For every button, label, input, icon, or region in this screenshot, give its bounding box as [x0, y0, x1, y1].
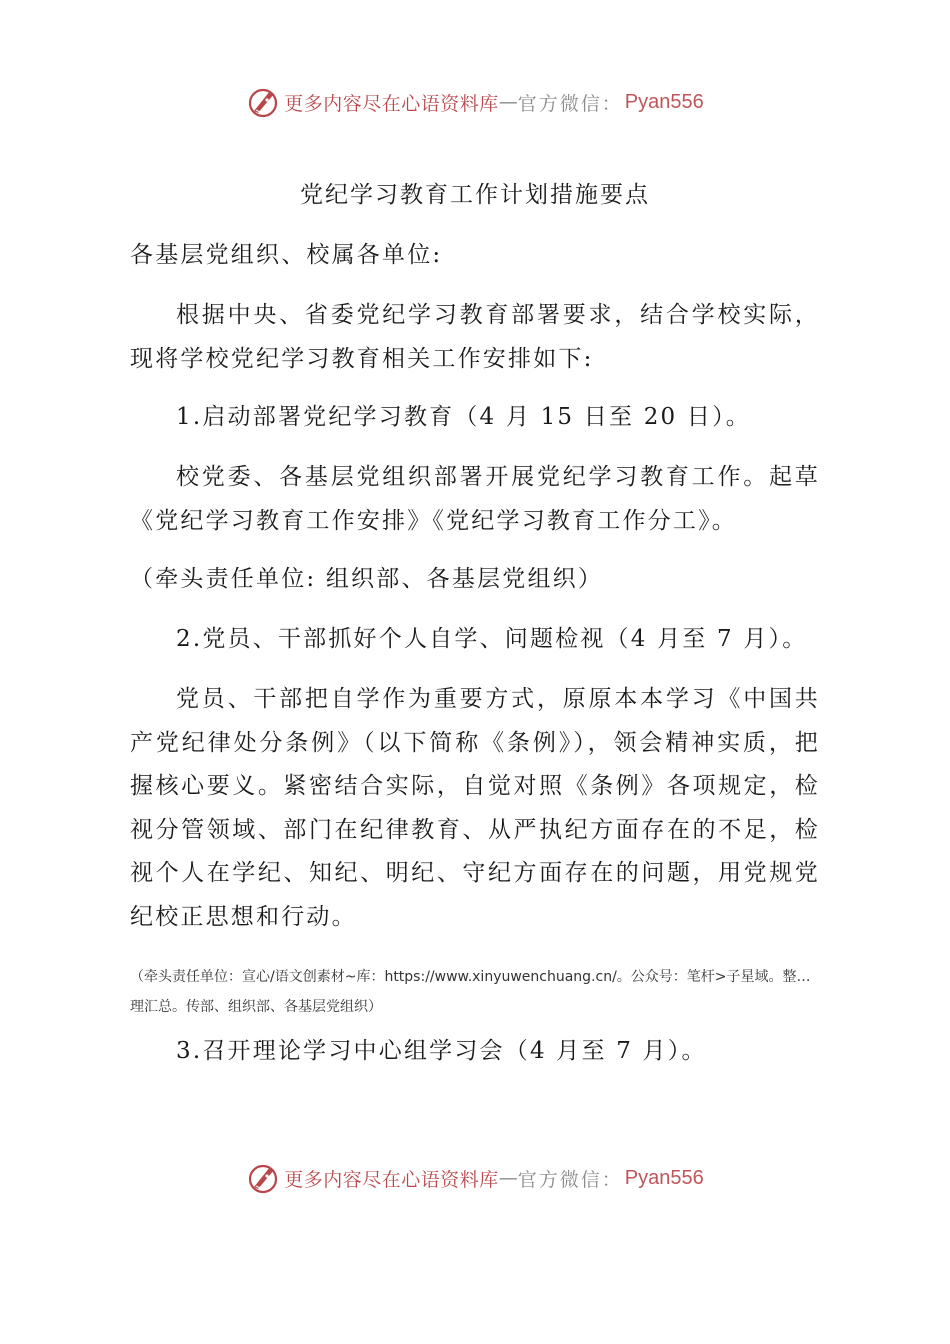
salutation: 各基层党组织、校属各单位:	[130, 242, 443, 268]
banner-wechat-label: 官方微信：	[517, 92, 623, 115]
footer-banner	[0, 1158, 950, 1198]
banner-wechat-id: Pyan556	[624, 1166, 704, 1189]
item-1-responsible: （牵头责任单位: 组织部、各基层党组织）	[130, 566, 604, 592]
banner-main-text: 更多内容尽在心语资料库	[284, 92, 499, 115]
quill-pen-icon	[246, 85, 280, 119]
item-1-heading: 1.启动部署党纪学习教育（4 月 15 日至 20 日）。	[176, 404, 751, 430]
item-2-body: 党员、干部把自学作为重要方式，原原本本学习《中国共产党纪律处分条例》（以下简称《条例》），领会精神实质，把握核心要义。紧密结合实际，自觉对照《条例》各项规定，检视分管领域、部门在纪律教育、从严执纪方面存在的不足，检视个人在学纪、知纪、明纪、守纪方面存在的问题，用党规党纪校正思想和行动。	[130, 686, 820, 930]
intro-paragraph: 根据中央、省委党纪学习教育部署要求，结合学校实际，现将学校党纪学习教育相关工作安排如下:	[130, 302, 820, 372]
banner-main-text: 更多内容尽在心语资料库	[284, 1168, 499, 1191]
banner-dash: —	[498, 91, 518, 113]
quill-pen-icon	[246, 1161, 280, 1195]
document-title: 党纪学习教育工作计划措施要点	[300, 182, 650, 208]
banner-wechat-label: 官方微信：	[517, 1168, 623, 1191]
item-2-responsible-note: （牵头责任单位：宣心/语文创素材~库：https://www.xinyuwenchuang.cn/。公众号：笔杆>子星域。整…理汇总。传部、组织部、各基层党组织）	[130, 969, 811, 1015]
header-banner	[0, 82, 950, 122]
item-3-heading: 3.召开理论学习中心组学习会（4 月至 7 月）。	[176, 1038, 707, 1064]
item-2-heading: 2.党员、干部抓好个人自学、问题检视（4 月至 7 月）。	[176, 626, 808, 652]
banner-dash: —	[498, 1167, 518, 1189]
banner-wechat-id: Pyan556	[624, 90, 704, 113]
item-1-body: 校党委、各基层党组织部署开展党纪学习教育工作。起草《党纪学习教育工作安排》《党纪学习教育工作分工》。	[130, 464, 820, 534]
